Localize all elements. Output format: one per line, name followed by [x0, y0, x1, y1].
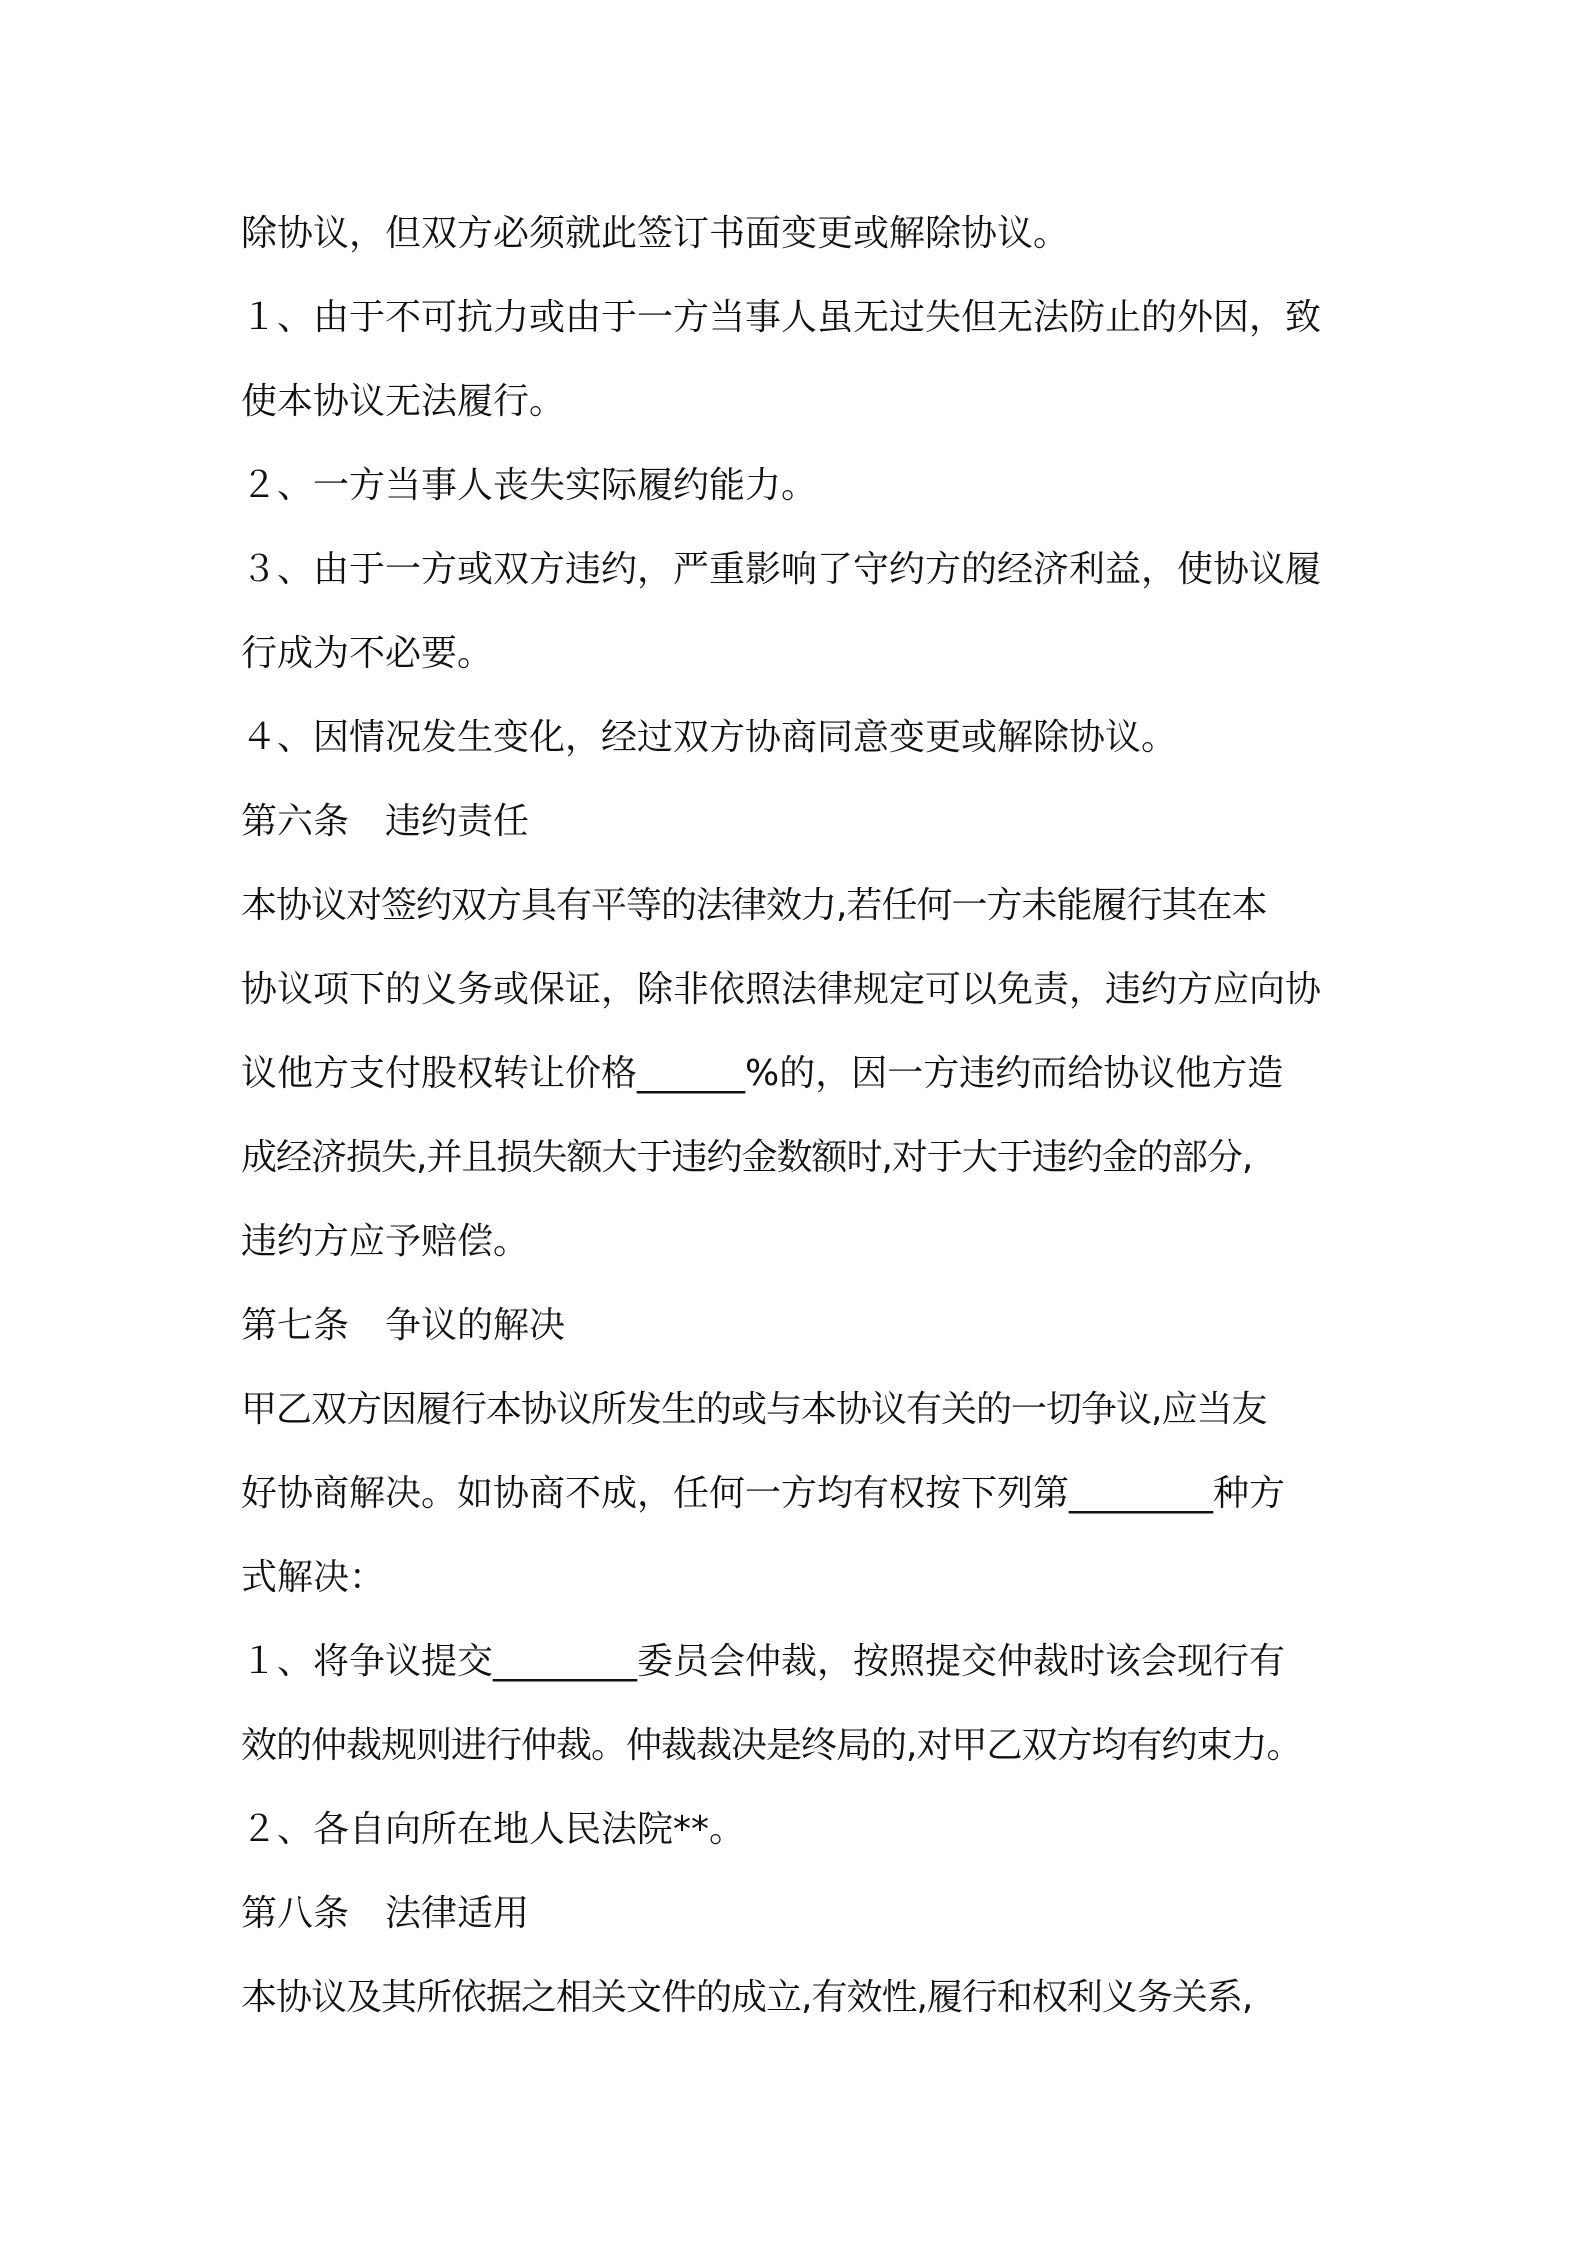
paragraph-line: 效的仲裁规则进行仲裁。仲裁裁决是终局的,对甲乙双方均有约束力。 [241, 1725, 1302, 1766]
paragraph-line: ３、由于一方或双方违约，严重影响了守约方的经济利益，使协议履 [241, 549, 1322, 590]
section-heading: 第六条 违约责任 [241, 801, 530, 842]
section-heading: 第八条 法律适用 [241, 1893, 530, 1934]
paragraph-line: 甲乙双方因履行本协议所发生的或与本协议有关的一切争议,应当友 [241, 1389, 1267, 1430]
paragraph-line: ２、一方当事人丧失实际履约能力。 [241, 465, 818, 506]
paragraph-line: ２、各自向所在地人民法院**。 [241, 1809, 746, 1850]
paragraph-line: 行成为不必要。 [241, 633, 494, 674]
paragraph-line: 式解决： [241, 1557, 386, 1598]
paragraph-line: 违约方应予赔偿。 [241, 1221, 530, 1262]
paragraph-line: 议他方支付股权转让价格______%的，因一方违约而给协议他方造 [241, 1053, 1284, 1094]
section-heading: 第七条 争议的解决 [241, 1305, 566, 1346]
paragraph-line: ４、因情况发生变化，经过双方协商同意变更或解除协议。 [241, 717, 1178, 758]
paragraph-line: １、将争议提交________委员会仲裁，按照提交仲裁时该会现行有 [241, 1641, 1286, 1682]
paragraph-line: 协议项下的义务或保证，除非依照法律规定可以免责，违约方应向协 [241, 969, 1322, 1010]
document-body [241, 192, 1361, 2040]
paragraph-line: 本协议及其所依据之相关文件的成立,有效性,履行和权利义务关系, [241, 1977, 1253, 2018]
paragraph-line: 好协商解决。如协商不成，任何一方均有权按下列第________种方 [241, 1473, 1286, 1514]
paragraph-line: １、由于不可抗力或由于一方当事人虽无过失但无法防止的外因，致 [241, 297, 1322, 338]
paragraph-line: 使本协议无法履行。 [241, 381, 566, 422]
paragraph-line: 本协议对签约双方具有平等的法律效力,若任何一方未能履行其在本 [241, 885, 1267, 926]
paragraph-line: 除协议，但双方必须就此签订书面变更或解除协议。 [241, 213, 1070, 254]
paragraph-line: 成经济损失,并且损失额大于违约金数额时,对于大于违约金的部分, [241, 1137, 1253, 1178]
